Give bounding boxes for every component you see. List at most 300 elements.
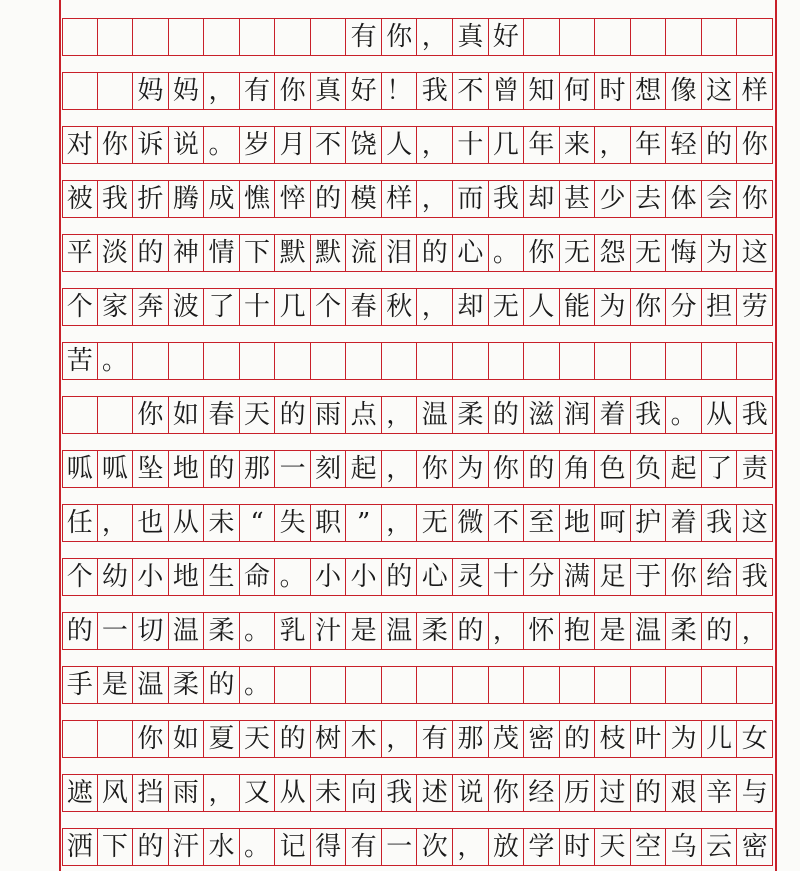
grid-cell: 的 xyxy=(275,721,311,757)
grid-cell: 的 xyxy=(524,451,560,487)
essay-line xyxy=(62,126,773,164)
grid-cell: 温 xyxy=(382,613,418,649)
grid-cell: 的 xyxy=(204,667,240,703)
grid-cell xyxy=(204,19,240,55)
grid-cell: 起 xyxy=(346,451,382,487)
grid-cell: 温 xyxy=(417,397,453,433)
grid-cell: 。 xyxy=(240,829,276,865)
grid-cell: 。 xyxy=(240,613,276,649)
grid-cell: 劳 xyxy=(737,289,773,325)
grid-cell: 汗 xyxy=(169,829,205,865)
grid-cell xyxy=(737,19,773,55)
grid-cell: 润 xyxy=(560,397,596,433)
grid-cell: 我 xyxy=(98,181,134,217)
grid-cell: 甚 xyxy=(560,181,596,217)
grid-cell: 放 xyxy=(489,829,525,865)
grid-cell xyxy=(169,343,205,379)
grid-cell xyxy=(737,343,773,379)
grid-cell: 真 xyxy=(453,19,489,55)
grid-cell: 秋 xyxy=(382,289,418,325)
grid-cell: 一 xyxy=(382,829,418,865)
grid-cell: 你 xyxy=(98,127,134,163)
grid-cell: 你 xyxy=(275,73,311,109)
grid-cell: 这 xyxy=(737,505,773,541)
grid-cell: 。 xyxy=(240,667,276,703)
grid-cell: 怨 xyxy=(595,235,631,271)
grid-cell: 几 xyxy=(275,289,311,325)
grid-cell xyxy=(98,19,134,55)
grid-cell xyxy=(524,19,560,55)
grid-cell: 刻 xyxy=(311,451,347,487)
grid-cell: 你 xyxy=(417,451,453,487)
grid-cell: 的 xyxy=(133,235,169,271)
grid-cell: 温 xyxy=(169,613,205,649)
grid-cell: 天 xyxy=(595,829,631,865)
grid-cell: 。 xyxy=(204,127,240,163)
grid-cell: 样 xyxy=(382,181,418,217)
grid-cell: 点 xyxy=(346,397,382,433)
essay-line xyxy=(62,288,773,326)
grid-cell xyxy=(453,343,489,379)
grid-cell: 天 xyxy=(240,721,276,757)
grid-cell: 分 xyxy=(524,559,560,595)
grid-cell: 波 xyxy=(169,289,205,325)
grid-cell: 记 xyxy=(275,829,311,865)
grid-cell: 木 xyxy=(346,721,382,757)
grid-cell: 奔 xyxy=(133,289,169,325)
grid-cell xyxy=(62,721,98,757)
grid-cell: 淡 xyxy=(98,235,134,271)
grid-cell xyxy=(275,667,311,703)
grid-cell: 那 xyxy=(453,721,489,757)
grid-cell: 挡 xyxy=(133,775,169,811)
grid-cell: 是 xyxy=(346,613,382,649)
grid-cell: 你 xyxy=(133,397,169,433)
grid-cell: 洒 xyxy=(62,829,98,865)
grid-cell: ” xyxy=(346,505,382,541)
grid-cell xyxy=(631,667,667,703)
grid-cell: 呵 xyxy=(595,505,631,541)
grid-cell: 情 xyxy=(204,235,240,271)
grid-cell: 地 xyxy=(169,451,205,487)
grid-cell: 呱 xyxy=(98,451,134,487)
grid-cell: 十 xyxy=(453,127,489,163)
grid-cell: 小 xyxy=(311,559,347,595)
grid-cell: 足 xyxy=(595,559,631,595)
grid-cell: 样 xyxy=(737,73,773,109)
grid-cell: ， xyxy=(382,397,418,433)
grid-cell xyxy=(631,19,667,55)
grid-cell: 这 xyxy=(737,235,773,271)
grid-cell: 着 xyxy=(666,505,702,541)
grid-cell: 也 xyxy=(133,505,169,541)
grid-cell: 向 xyxy=(346,775,382,811)
grid-cell: 好 xyxy=(346,73,382,109)
essay-line xyxy=(62,180,773,218)
grid-cell xyxy=(346,343,382,379)
grid-cell: 却 xyxy=(524,181,560,217)
grid-cell: 空 xyxy=(631,829,667,865)
grid-cell: ， xyxy=(489,613,525,649)
grid-cell: 温 xyxy=(133,667,169,703)
grid-cell: 责 xyxy=(737,451,773,487)
grid-cell xyxy=(702,343,738,379)
grid-cell: 的 xyxy=(560,721,596,757)
grid-cell xyxy=(524,343,560,379)
grid-cell: 从 xyxy=(702,397,738,433)
grid-cell: 护 xyxy=(631,505,667,541)
grid-cell: 地 xyxy=(169,559,205,595)
grid-cell: 能 xyxy=(560,289,596,325)
grid-cell: 角 xyxy=(560,451,596,487)
grid-cell xyxy=(311,343,347,379)
essay-line xyxy=(62,396,773,434)
grid-cell: 你 xyxy=(666,559,702,595)
grid-cell xyxy=(204,343,240,379)
grid-cell: 过 xyxy=(595,775,631,811)
grid-cell: 妈 xyxy=(133,73,169,109)
grid-cell xyxy=(666,19,702,55)
grid-cell: ， xyxy=(98,505,134,541)
grid-cell: 分 xyxy=(666,289,702,325)
grid-cell: 模 xyxy=(346,181,382,217)
grid-cell: 地 xyxy=(560,505,596,541)
essay-line xyxy=(62,234,773,272)
grid-cell: 像 xyxy=(666,73,702,109)
grid-cell: 的 xyxy=(382,559,418,595)
grid-cell: 述 xyxy=(417,775,453,811)
grid-cell xyxy=(560,343,596,379)
grid-cell: 个 xyxy=(62,559,98,595)
grid-cell: 的 xyxy=(702,127,738,163)
grid-cell xyxy=(631,343,667,379)
grid-cell: 轻 xyxy=(666,127,702,163)
grid-cell: 这 xyxy=(702,73,738,109)
grid-cell: 有 xyxy=(346,19,382,55)
grid-cell xyxy=(133,19,169,55)
grid-cell: 腾 xyxy=(169,181,205,217)
grid-cell: 枝 xyxy=(595,721,631,757)
grid-cell: 月 xyxy=(275,127,311,163)
grid-cell xyxy=(98,721,134,757)
essay-line xyxy=(62,450,773,488)
grid-cell: 时 xyxy=(595,73,631,109)
grid-cell: 时 xyxy=(560,829,596,865)
grid-cell: 一 xyxy=(275,451,311,487)
grid-cell: ， xyxy=(417,181,453,217)
grid-cell: 得 xyxy=(311,829,347,865)
grid-cell: 为 xyxy=(453,451,489,487)
grid-cell xyxy=(275,19,311,55)
grid-cell xyxy=(595,343,631,379)
grid-cell: 泪 xyxy=(382,235,418,271)
grid-cell: 我 xyxy=(737,559,773,595)
grid-cell xyxy=(702,19,738,55)
grid-cell: 如 xyxy=(169,721,205,757)
grid-cell: 与 xyxy=(737,775,773,811)
grid-cell: 你 xyxy=(489,775,525,811)
grid-cell: 不 xyxy=(311,127,347,163)
grid-cell: 的 xyxy=(417,235,453,271)
grid-cell: 家 xyxy=(98,289,134,325)
grid-cell xyxy=(346,667,382,703)
grid-cell xyxy=(240,343,276,379)
grid-cell: 你 xyxy=(133,721,169,757)
margin-line-left xyxy=(59,0,61,871)
grid-cell: 雨 xyxy=(311,397,347,433)
grid-cell: 我 xyxy=(382,775,418,811)
grid-cell: 春 xyxy=(204,397,240,433)
grid-cell: 人 xyxy=(524,289,560,325)
grid-cell: 女 xyxy=(737,721,773,757)
grid-cell: 生 xyxy=(204,559,240,595)
grid-cell: 下 xyxy=(98,829,134,865)
essay-line xyxy=(62,504,773,542)
grid-cell: 被 xyxy=(62,181,98,217)
grid-cell: 从 xyxy=(275,775,311,811)
grid-cell: 天 xyxy=(240,397,276,433)
grid-cell: ， xyxy=(417,127,453,163)
grid-cell: “ xyxy=(240,505,276,541)
grid-cell: 十 xyxy=(489,559,525,595)
grid-cell: 无 xyxy=(631,235,667,271)
grid-cell: ， xyxy=(595,127,631,163)
grid-cell: ， xyxy=(737,613,773,649)
grid-cell xyxy=(453,667,489,703)
grid-cell: 你 xyxy=(524,235,560,271)
grid-cell: 无 xyxy=(560,235,596,271)
grid-cell: 诉 xyxy=(133,127,169,163)
grid-cell: 茂 xyxy=(489,721,525,757)
grid-cell: 无 xyxy=(417,505,453,541)
grid-cell xyxy=(62,397,98,433)
grid-cell: 少 xyxy=(595,181,631,217)
grid-cell: 成 xyxy=(204,181,240,217)
grid-cell: 年 xyxy=(524,127,560,163)
grid-cell: 灵 xyxy=(453,559,489,595)
grid-cell: 你 xyxy=(737,181,773,217)
grid-cell: 小 xyxy=(346,559,382,595)
grid-cell: 来 xyxy=(560,127,596,163)
grid-cell: 未 xyxy=(311,775,347,811)
grid-cell: 流 xyxy=(346,235,382,271)
grid-cell: 饶 xyxy=(346,127,382,163)
grid-cell: ， xyxy=(382,505,418,541)
grid-cell: 历 xyxy=(560,775,596,811)
grid-cell: 经 xyxy=(524,775,560,811)
grid-cell: 个 xyxy=(311,289,347,325)
grid-cell: 心 xyxy=(417,559,453,595)
grid-cell: 说 xyxy=(453,775,489,811)
grid-cell: 从 xyxy=(169,505,205,541)
grid-cell: 不 xyxy=(489,505,525,541)
grid-cell: 。 xyxy=(275,559,311,595)
grid-cell: 幼 xyxy=(98,559,134,595)
grid-cell: 柔 xyxy=(453,397,489,433)
grid-cell: 默 xyxy=(275,235,311,271)
grid-cell xyxy=(666,667,702,703)
grid-cell: 辛 xyxy=(702,775,738,811)
grid-cell: 个 xyxy=(62,289,98,325)
grid-cell: 乳 xyxy=(275,613,311,649)
grid-cell xyxy=(311,667,347,703)
grid-cell: 而 xyxy=(453,181,489,217)
grid-cell: 给 xyxy=(702,559,738,595)
grid-cell: 说 xyxy=(169,127,205,163)
grid-cell: 了 xyxy=(702,451,738,487)
grid-cell: 于 xyxy=(631,559,667,595)
grid-cell: ， xyxy=(382,451,418,487)
grid-cell: ， xyxy=(382,721,418,757)
grid-cell: 色 xyxy=(595,451,631,487)
grid-cell: ， xyxy=(204,775,240,811)
grid-cell: 我 xyxy=(417,73,453,109)
margin-line-right xyxy=(775,0,777,871)
grid-cell: 树 xyxy=(311,721,347,757)
grid-cell xyxy=(560,19,596,55)
grid-cell: 是 xyxy=(98,667,134,703)
grid-cell: 又 xyxy=(240,775,276,811)
grid-cell: 为 xyxy=(666,721,702,757)
grid-cell: 的 xyxy=(702,613,738,649)
grid-cell: 会 xyxy=(702,181,738,217)
grid-cell: 次 xyxy=(417,829,453,865)
grid-cell: 柔 xyxy=(204,613,240,649)
grid-cell: 担 xyxy=(702,289,738,325)
grid-cell: 憔 xyxy=(240,181,276,217)
grid-cell xyxy=(560,667,596,703)
grid-cell: 为 xyxy=(702,235,738,271)
grid-cell xyxy=(62,19,98,55)
grid-cell: 我 xyxy=(737,397,773,433)
grid-cell: 遮 xyxy=(62,775,98,811)
grid-cell xyxy=(595,19,631,55)
grid-cell: 下 xyxy=(240,235,276,271)
grid-cell: 一 xyxy=(98,613,134,649)
grid-cell: 着 xyxy=(595,397,631,433)
grid-cell xyxy=(98,397,134,433)
grid-cell: 未 xyxy=(204,505,240,541)
grid-cell: 了 xyxy=(204,289,240,325)
grid-cell xyxy=(666,343,702,379)
grid-cell: 水 xyxy=(204,829,240,865)
grid-cell: 的 xyxy=(631,775,667,811)
grid-cell: 是 xyxy=(595,613,631,649)
grid-cell: 有 xyxy=(240,73,276,109)
grid-cell xyxy=(737,667,773,703)
grid-cell xyxy=(133,343,169,379)
grid-cell xyxy=(311,19,347,55)
grid-cell: 的 xyxy=(62,613,98,649)
grid-cell xyxy=(382,343,418,379)
grid-cell: 满 xyxy=(560,559,596,595)
grid-cell: 何 xyxy=(560,73,596,109)
grid-cell: 艰 xyxy=(666,775,702,811)
grid-cell: 雨 xyxy=(169,775,205,811)
essay-line xyxy=(62,342,773,380)
grid-cell: 无 xyxy=(489,289,525,325)
grid-cell: 呱 xyxy=(62,451,98,487)
grid-cell: ， xyxy=(204,73,240,109)
grid-cell: 想 xyxy=(631,73,667,109)
grid-cell: 却 xyxy=(453,289,489,325)
grid-cell: 职 xyxy=(311,505,347,541)
grid-cell: 。 xyxy=(489,235,525,271)
grid-cell: 乌 xyxy=(666,829,702,865)
grid-cell: ， xyxy=(417,19,453,55)
grid-cell: 真 xyxy=(311,73,347,109)
grid-cell: 汁 xyxy=(311,613,347,649)
grid-cell: 抱 xyxy=(560,613,596,649)
grid-cell: 小 xyxy=(133,559,169,595)
grid-cell xyxy=(382,667,418,703)
grid-cell: 柔 xyxy=(169,667,205,703)
essay-line xyxy=(62,72,773,110)
grid-cell: 学 xyxy=(524,829,560,865)
grid-cell: 的 xyxy=(275,397,311,433)
grid-cell xyxy=(524,667,560,703)
grid-cell: 云 xyxy=(702,829,738,865)
title-row xyxy=(62,18,773,56)
grid-cell xyxy=(275,343,311,379)
grid-cell: ！ xyxy=(382,73,418,109)
grid-cell: 你 xyxy=(489,451,525,487)
grid-cell: 的 xyxy=(133,829,169,865)
grid-cell: 。 xyxy=(666,397,702,433)
grid-cell: 十 xyxy=(240,289,276,325)
essay-line xyxy=(62,774,773,812)
grid-cell: 体 xyxy=(666,181,702,217)
grid-cell: 心 xyxy=(453,235,489,271)
grid-cell: 儿 xyxy=(702,721,738,757)
grid-cell: 的 xyxy=(453,613,489,649)
grid-cell: 的 xyxy=(311,181,347,217)
grid-cell xyxy=(702,667,738,703)
grid-cell xyxy=(169,19,205,55)
grid-cell: 起 xyxy=(666,451,702,487)
grid-cell: 默 xyxy=(311,235,347,271)
grid-cell: 你 xyxy=(737,127,773,163)
grid-cell: ， xyxy=(417,289,453,325)
grid-cell: 悔 xyxy=(666,235,702,271)
grid-cell: 。 xyxy=(98,343,134,379)
grid-cell: 柔 xyxy=(417,613,453,649)
grid-cell: 柔 xyxy=(666,613,702,649)
essay-line xyxy=(62,666,773,704)
grid-cell: 我 xyxy=(702,505,738,541)
grid-cell: 如 xyxy=(169,397,205,433)
grid-cell xyxy=(489,343,525,379)
grid-cell: 的 xyxy=(489,397,525,433)
grid-cell: 几 xyxy=(489,127,525,163)
grid-cell: 叶 xyxy=(631,721,667,757)
grid-cell xyxy=(240,19,276,55)
grid-cell: 密 xyxy=(524,721,560,757)
grid-cell: 好 xyxy=(489,19,525,55)
grid-cell: 为 xyxy=(595,289,631,325)
grid-cell: 曾 xyxy=(489,73,525,109)
grid-cell xyxy=(595,667,631,703)
grid-cell: 温 xyxy=(631,613,667,649)
essay-line xyxy=(62,720,773,758)
grid-cell: 有 xyxy=(417,721,453,757)
grid-cell: 切 xyxy=(133,613,169,649)
grid-cell: 岁 xyxy=(240,127,276,163)
grid-cell: 折 xyxy=(133,181,169,217)
grid-cell: 我 xyxy=(631,397,667,433)
grid-cell: 命 xyxy=(240,559,276,595)
grid-cell: 负 xyxy=(631,451,667,487)
